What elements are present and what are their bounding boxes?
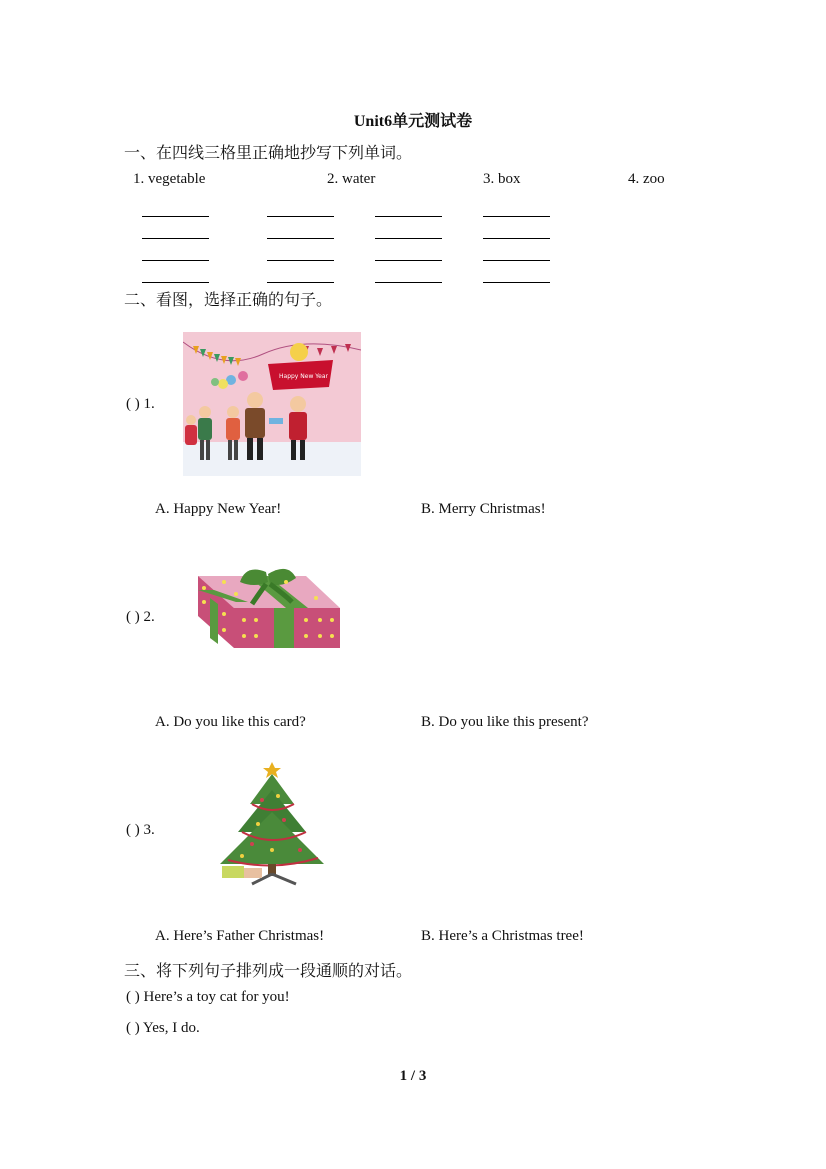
writing-line[interactable] xyxy=(142,238,209,239)
writing-line[interactable] xyxy=(267,260,334,261)
question-3-number[interactable]: ( ) 3. xyxy=(126,822,155,838)
page-number: 1 / 3 xyxy=(399,1068,427,1084)
writing-line[interactable] xyxy=(267,238,334,239)
word-box: 3. box xyxy=(483,171,521,187)
dialogue-line-2[interactable]: ( ) Yes, I do. xyxy=(126,1020,200,1036)
word-zoo: 4. zoo xyxy=(628,171,665,187)
section1-heading: 一、在四线三格里正确地抄写下列单词。 xyxy=(124,145,413,162)
question-1-option-a[interactable]: A. Happy New Year! xyxy=(155,501,282,517)
question-1-number[interactable]: ( ) 1. xyxy=(126,396,155,412)
writing-line[interactable] xyxy=(267,282,334,283)
writing-line[interactable] xyxy=(483,238,550,239)
question-3-option-a[interactable]: A. Here’s Father Christmas! xyxy=(155,928,325,944)
writing-line[interactable] xyxy=(375,216,442,217)
question-3-option-b[interactable]: B. Here’s a Christmas tree! xyxy=(421,928,584,944)
question-2-option-a[interactable]: A. Do you like this card? xyxy=(155,714,306,730)
word-vegetable: 1. vegetable xyxy=(133,171,206,187)
writing-line[interactable] xyxy=(375,282,442,283)
writing-line[interactable] xyxy=(142,260,209,261)
writing-line[interactable] xyxy=(483,216,550,217)
writing-line[interactable] xyxy=(142,282,209,283)
question-2-option-b[interactable]: B. Do you like this present? xyxy=(421,714,589,730)
writing-line[interactable] xyxy=(375,238,442,239)
new-year-party-picture xyxy=(183,332,361,476)
writing-line[interactable] xyxy=(142,216,209,217)
dialogue-line-1[interactable]: ( ) Here’s a toy cat for you! xyxy=(126,989,290,1005)
section2-heading: 二、看图，选择正确的句子。 xyxy=(124,292,333,309)
svg-text:Happy New Year: Happy New Year xyxy=(279,373,328,380)
writing-line[interactable] xyxy=(483,282,550,283)
writing-line[interactable] xyxy=(267,216,334,217)
christmas-tree-picture xyxy=(212,760,330,886)
page-title: Unit6单元测试卷 xyxy=(353,113,473,130)
writing-line[interactable] xyxy=(375,260,442,261)
section3-heading: 三、将下列句子排列成一段通顺的对话。 xyxy=(124,963,413,980)
question-1-option-b[interactable]: B. Merry Christmas! xyxy=(421,501,546,517)
question-2-number[interactable]: ( ) 2. xyxy=(126,609,155,625)
gift-box-picture xyxy=(196,568,342,650)
writing-line[interactable] xyxy=(483,260,550,261)
word-water: 2. water xyxy=(327,171,376,187)
